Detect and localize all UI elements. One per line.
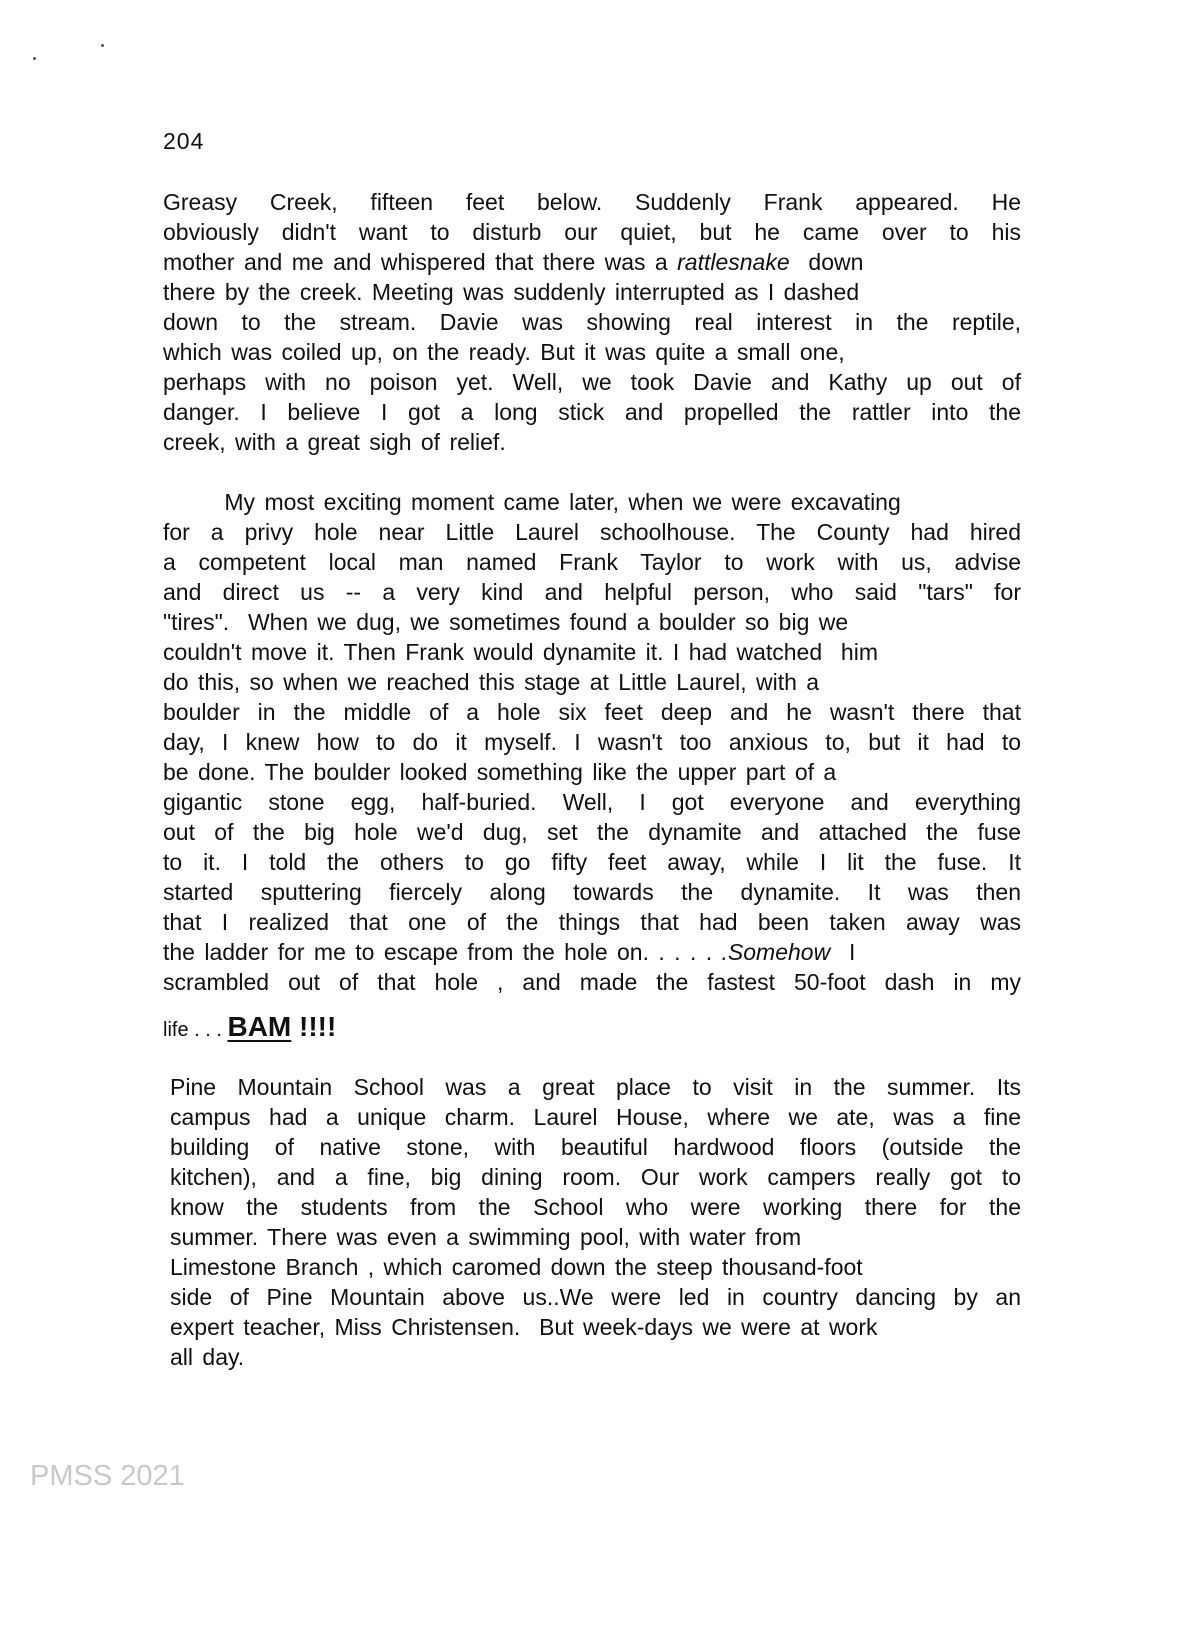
text-line: and direct us -- a very kind and helpful person, who said "tars" for: [163, 579, 1021, 605]
paragraph-2: [163, 487, 1021, 997]
text-line: Pine Mountain School was a great place to visit in the summer. Its: [170, 1074, 1021, 1100]
text-line: side of Pine Mountain above us..We were led in country dancing by an: [170, 1284, 1021, 1310]
scan-speck: [33, 57, 36, 60]
text-line: know the students from the School who were working there for the: [170, 1194, 1021, 1220]
text-line: day, I knew how to do it myself. I wasn't too anxious to, but it had to: [163, 729, 1021, 755]
text-segment: the ladder for me to escape from the hole on. . . . .: [163, 939, 722, 965]
text-line: building of native stone, with beautiful hardwood floors (outside the: [170, 1134, 1021, 1160]
text-line: a competent local man named Frank Taylor to work with us, advise: [163, 549, 1021, 575]
text-line: all day.: [170, 1344, 245, 1370]
text-line: danger. I believe I got a long stick and propelled the rattler into the: [163, 399, 1021, 425]
text-line: expert teacher, Miss Christensen. But week-days we were at work: [170, 1314, 878, 1340]
text-line: gigantic stone egg, half-buried. Well, I got everyone and everything: [163, 789, 1021, 815]
text-line: "tires". When we dug, we sometimes found a boulder so big we: [163, 609, 849, 635]
text-line: there by the creek. Meeting was suddenly interrupted as I dashed: [163, 279, 860, 305]
bam-emphasis: BAM: [227, 1011, 292, 1042]
text-line: be done. The boulder looked something like the upper part of a: [163, 759, 837, 785]
text-line: boulder in the middle of a hole six feet deep and he wasn't there that: [163, 699, 1021, 725]
text-line: Limestone Branch , which caromed down the steep thousand-foot: [170, 1254, 863, 1280]
text-line: Greasy Creek, fifteen feet below. Suddenly Frank appeared. He: [163, 189, 1021, 215]
text-line: scrambled out of that hole , and made the fastest 50-foot dash in my: [163, 969, 1021, 995]
scan-speck: [101, 44, 104, 47]
italic-text: .Somehow: [721, 939, 831, 965]
bam-line: [163, 997, 1021, 1049]
text-line: My most exciting moment came later, when we were excavating: [215, 489, 901, 515]
text-segment: mother and me and whispered that there was a: [163, 249, 678, 275]
italic-text: rattlesnake: [677, 249, 790, 275]
text-line: do this, so when we reached this stage at Little Laurel, with a: [163, 669, 820, 695]
text-line: perhaps with no poison yet. Well, we took Davie and Kathy up out of: [163, 369, 1021, 395]
text-line: campus had a unique charm. Laurel House, where we ate, was a fine: [170, 1104, 1021, 1130]
text-line: which was coiled up, on the ready. But it was quite a small one,: [163, 339, 845, 365]
text-line: to it. I told the others to go fifty feet away, while I lit the fuse. It: [163, 849, 1021, 875]
text-line: down to the stream. Davie was showing real interest in the reptile,: [163, 309, 1021, 335]
text-line: kitchen), and a fine, big dining room. Our work campers really got to: [170, 1164, 1021, 1190]
text-line: out of the big hole we'd dug, set the dynamite and attached the fuse: [163, 819, 1021, 845]
text-segment: I: [830, 939, 856, 965]
text-line: [163, 937, 1021, 967]
paragraph-3: [170, 1072, 1021, 1372]
bam-line-prefix: life . . .: [163, 1019, 228, 1041]
text-line: obviously didn't want to disturb our quiet, but he came over to his: [163, 219, 1021, 245]
text-segment: down: [789, 249, 864, 275]
bam-exclamation: !!!!: [291, 1011, 337, 1042]
text-line: [163, 247, 1021, 277]
paragraph-1: [163, 187, 1021, 457]
text-line: that I realized that one of the things that had been taken away was: [163, 909, 1021, 935]
text-line: summer. There was even a swimming pool, with water from: [170, 1224, 802, 1250]
watermark: PMSS 2021: [30, 1460, 185, 1492]
text-line: couldn't move it. Then Frank would dynamite it. I had watched him: [163, 639, 878, 665]
page-number: 204: [163, 128, 205, 154]
text-line: creek, with a great sigh of relief.: [163, 429, 506, 455]
text-line: for a privy hole near Little Laurel schoolhouse. The County had hired: [163, 519, 1021, 545]
text-line: started sputtering fiercely along towards the dynamite. It was then: [163, 879, 1021, 905]
